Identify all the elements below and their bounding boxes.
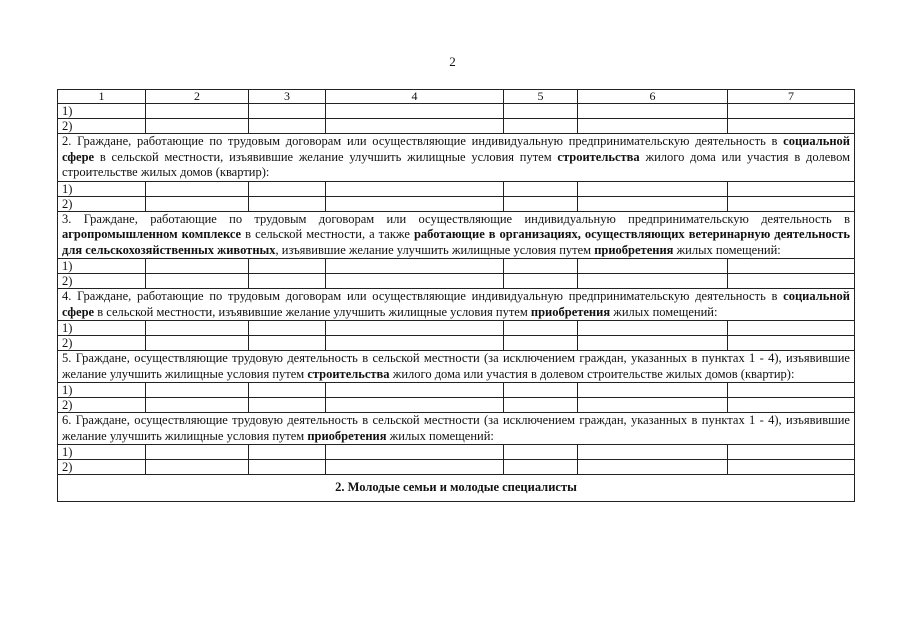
table-row — [58, 119, 855, 134]
table-row — [58, 398, 855, 413]
row-number: 1) — [58, 104, 146, 119]
column-number: 6 — [578, 90, 728, 104]
group-description: 5. Граждане, осуществляющие трудовую деятельность в сельской местности (за исключением граждан, указанных в пунктах 1 - 4), изъявившие желание улучшить жилищные условия путем строительства жилого дома или участия в долевом строительстве жилых домов (квартир): — [58, 351, 855, 383]
table-row — [58, 321, 855, 336]
table-row — [58, 274, 855, 289]
column-number: 3 — [249, 90, 326, 104]
group-heading-row — [58, 211, 855, 259]
row-number: 1) — [58, 445, 146, 460]
column-number: 1 — [58, 90, 146, 104]
column-number: 4 — [326, 90, 504, 104]
table-row — [58, 104, 855, 119]
group-description: 6. Граждане, осуществляющие трудовую деятельность в сельской местности (за исключением граждан, указанных в пунктах 1 - 4), изъявившие желание улучшить жилищные условия путем приобретения жилых помещений: — [58, 413, 855, 445]
row-number: 2) — [58, 274, 146, 289]
column-number: 7 — [728, 90, 855, 104]
page-number: 2 — [449, 54, 456, 69]
group-description: 3. Граждане, работающие по трудовым договорам или осуществляющие индивидуальную предпринимательскую деятельность в агропромышленном комплексе в сельской местности, а также работающие в организациях, осуществляющих ветеринарную деятельность для сельскохозяйственных животных, изъявившие желание улучшить жилищные условия путем приобретения жилых помещений: — [58, 211, 855, 259]
group-heading-row — [58, 413, 855, 445]
row-number: 1) — [58, 181, 146, 196]
table-row — [58, 383, 855, 398]
group-description: 4. Граждане, работающие по трудовым договорам или осуществляющие индивидуальную предпринимательскую деятельность в социальной сфере в сельской местности, изъявившие желание улучшить жилищные условия путем приобретения жилых помещений: — [58, 289, 855, 321]
group-heading-row — [58, 351, 855, 383]
row-number: 2) — [58, 336, 146, 351]
row-number: 2) — [58, 398, 146, 413]
row-number: 2) — [58, 119, 146, 134]
table-row — [58, 181, 855, 196]
row-number: 2) — [58, 460, 146, 475]
register-table — [57, 89, 855, 502]
group-heading-row — [58, 134, 855, 182]
table-row — [58, 196, 855, 211]
table-row — [58, 259, 855, 274]
section-title-row — [58, 475, 855, 502]
table-row — [58, 460, 855, 475]
group-heading-row — [58, 289, 855, 321]
row-number: 2) — [58, 196, 146, 211]
column-number-header — [58, 90, 855, 104]
column-number: 5 — [504, 90, 578, 104]
column-number: 2 — [146, 90, 249, 104]
group-description: 2. Граждане, работающие по трудовым договорам или осуществляющие индивидуальную предпринимательскую деятельность в социальной сфере в сельской местности, изъявившие желание улучшить жилищные условия путем строительства жилого дома или участия в долевом строительстве жилых домов (квартир): — [58, 134, 855, 182]
section-title: 2. Молодые семьи и молодые специалисты — [58, 475, 855, 502]
row-number: 1) — [58, 321, 146, 336]
table-row — [58, 336, 855, 351]
table-row — [58, 445, 855, 460]
row-number: 1) — [58, 383, 146, 398]
row-number: 1) — [58, 259, 146, 274]
